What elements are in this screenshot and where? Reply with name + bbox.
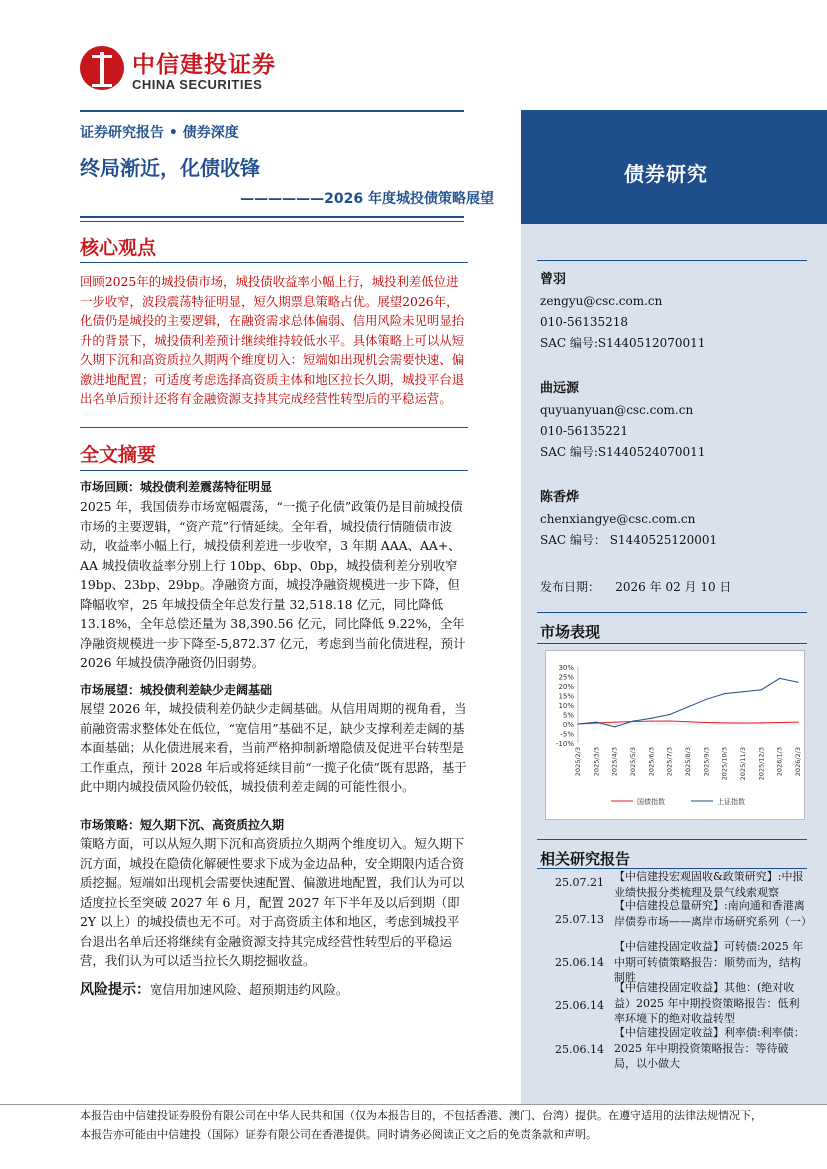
publish-date-label: 发布日期： [540, 580, 601, 594]
market-rule-top [537, 612, 807, 613]
chart-data-point [779, 722, 780, 723]
section-text-outlook: 展望 2026 年，城投债利差仍缺少走阔基础。从信用周期的视角看，当前融资需求整体处在低位，“宽信用”基础不足，缺少支撑利差走阔的基本面基础；从化债进展来看，当前严格抑制新增隐债及促进平台转型是工作重点，预计 2028 年后或将延续目前“一揽子化债”既有思路，基于此中期内城投债风险仍较低，城投债利差走阔的可能性很小。 [80, 701, 467, 794]
publish-date [540, 577, 731, 598]
core-heading: 核心观点 [80, 237, 157, 259]
category-label: 债券研究 [624, 162, 708, 186]
chart-data-point [742, 722, 743, 723]
page-title: 终局渐近，化债收锋 [80, 156, 260, 180]
core-rule [80, 262, 468, 263]
chart-x-tick-label: 2025/2/3 [574, 747, 582, 777]
chart-x-tick-label: 2025/3/3 [592, 747, 601, 777]
analyst-card [540, 486, 717, 551]
header-rule-bottom [80, 216, 464, 218]
section-text-strategy: 策略方面，可以从短久期下沉和高资质拉久期两个维度切入。短久期下沉方面，城投在隐债化解硬性要求下成为金边品种，安全期限内适合资质挖掘。短端如出现机会需要快速配置、偏激进地配置，我们认为可以适度拉长至突破 2027 年 6 月，配置 2027 年下半年及以后到期（即 2Y 以上）的城投债也无不可。对于高资质主体和地区，考虑到城投平台退出名单后还将继续有金融资源支持其完成经营性转型后的平稳运营，我们认为可以适当拉长久期挖掘收益。 [80, 836, 465, 968]
analyst-sac: SAC 编号： S1440525120001 [540, 533, 718, 547]
chart-y-tick-label: 30% [558, 664, 574, 672]
chart-x-tick-label: 2025/9/3 [702, 747, 711, 777]
related-report-link[interactable]: 【中信建投固定收益】利率债:利率债：2025 年中期投资策略报告：等待破局，以小做大 [614, 1026, 805, 1071]
chart-x-tick-label: 2026/2/3 [794, 747, 802, 777]
chart-data-point [797, 682, 798, 683]
chart-x-tick-label: 2025/8/3 [684, 747, 692, 777]
chart-data-point [651, 718, 652, 719]
related-report-link[interactable]: 【中信建投宏观固收&政策研究】:中报业绩快报分类梳理及景气线索观察 [614, 870, 804, 899]
market-chart-svg [546, 651, 806, 821]
chart-data-point [761, 689, 762, 690]
related-date: 25.07.21 [555, 876, 604, 889]
chart-y-tick-label: 10% [558, 702, 574, 710]
analyst-sac: SAC 编号:S1440524070011 [540, 445, 706, 459]
analyst-name: 曾羽 [540, 272, 567, 287]
chart-legend-label: 上证指数 [717, 798, 745, 806]
analyst-phone: 010-56135218 [540, 315, 629, 329]
section-title-outlook: 市场展望：城投债利差缺少走阔基础 [80, 683, 273, 697]
chart-data-point [779, 678, 780, 679]
chart-y-tick-label: 0% [562, 721, 574, 729]
risk-label: 风险提示： [80, 982, 150, 998]
analyst-email[interactable]: zengyu@csc.com.cn [540, 294, 663, 308]
related-date: 25.06.14 [555, 1043, 604, 1056]
chart-x-tick-label: 2025/11/3 [739, 747, 747, 781]
chart-data-point [724, 722, 725, 723]
chart-data-point [706, 722, 707, 723]
chart-y-tick-label: -5% [560, 730, 574, 739]
related-report-link[interactable]: 【中信建投总量研究】:南向通和香港离岸债券市场——离岸市场研究系列（一） [614, 899, 812, 928]
market-chart [545, 650, 805, 820]
analyst-name: 曲远源 [540, 381, 580, 396]
related-rule-top [537, 839, 807, 840]
footer-rule [0, 1104, 827, 1105]
core-text: 回顾2025年的城投债市场，城投债收益率小幅上行，城投利差低位进一步收窄，波段震荡特征明显，短久期票息策略占优。展望2026年，化债仍是城投的主要逻辑，在融资需求总体偏弱、信用风险未见明显抬升的背景下，城投债利差预计继续维持较低水平。具体策略上可以从短久期下沉和高资质拉久期两个维度切入：短端如出现机会需要快速、偏激进地配置；可适度考虑选择高资质主体和地区拉长久期，城投平台退出名单后预计还将有金融资源支持其完成经营性转型后的平稳运营。 [80, 274, 465, 406]
chart-data-point [577, 723, 578, 724]
chart-data-point [687, 721, 688, 722]
chart-data-point [724, 693, 725, 694]
category-band [521, 110, 827, 224]
related-heading: 相关研究报告 [540, 850, 631, 868]
analyst-email[interactable]: chenxiangye@csc.com.cn [540, 512, 696, 526]
related-report-link[interactable]: 【中信建投固定收益】可转债:2025 年中期可转债策略报告：顺势而为，结构制胜 [614, 940, 804, 985]
chart-data-point [742, 691, 743, 692]
chart-data-point [632, 721, 633, 722]
chart-x-tick-label: 2025/6/3 [647, 747, 656, 777]
chart-x-tick-label: 2026/1/3 [775, 747, 784, 777]
section-title-review: 市场回顾：城投债利差震荡特征明显 [80, 480, 273, 494]
header-rule-bottom-thin [80, 221, 464, 222]
disclaimer [80, 1106, 762, 1144]
chart-y-tick-label: 20% [558, 683, 574, 691]
analyst-card [540, 377, 705, 463]
section-title-strategy: 市场策略：短久期下沉、高资质拉久期 [80, 818, 285, 832]
chart-series-line [578, 678, 798, 726]
disclaimer-line: 本报告亦可能由中信建投（国际）证券有限公司在香港提供。同时请务必阅读正文之后的免责条款和声明。 [80, 1128, 597, 1141]
risk-note [80, 979, 348, 999]
chart-x-tick-label: 2025/12/3 [757, 747, 766, 781]
analyst-phone: 010-56135221 [540, 424, 629, 438]
analyst-email[interactable]: quyuanyuan@csc.com.cn [540, 403, 694, 417]
analyst-name: 陈香烨 [540, 490, 580, 505]
chart-data-point [706, 699, 707, 700]
chart-y-tick-label: -10% [555, 740, 574, 748]
page-subtitle: ——————2026 年度城投债策略展望 [240, 191, 494, 207]
report-type: 证券研究报告 • 债券深度 [80, 125, 239, 141]
disclaimer-line: 本报告由中信建投证券股份有限公司在中华人民共和国（仅为本报告目的，不包括香港、澳门、台湾）提供。在遵守适用的法律法规情况下， [80, 1109, 762, 1122]
chart-data-point [651, 721, 652, 722]
related-report-link[interactable]: 【中信建投固定收益】其他：(绝对收益）2025 年中期投资策略报告：低利率环境下的绝对收益转型 [614, 981, 800, 1026]
related-date: 25.06.14 [555, 999, 604, 1012]
chart-x-tick-label: 2025/4/3 [610, 747, 619, 777]
analyst-rule [537, 260, 807, 261]
chart-data-point [669, 720, 670, 721]
related-date: 25.06.14 [555, 956, 604, 969]
risk-text: 宽信用加速风险、超预期违约风险。 [150, 982, 349, 997]
company-logo-icon [80, 46, 124, 90]
chart-data-point [596, 722, 597, 723]
chart-y-tick-label: 5% [562, 711, 574, 720]
header-rule-top [80, 110, 464, 112]
analyst-card [540, 268, 705, 354]
chart-x-tick-label: 2025/10/3 [720, 747, 729, 781]
section-text-review: 2025 年，我国债券市场宽幅震荡，“一揽子化债”政策仍是目前城投债市场的主要逻辑，“资产荒”行情延续。全年看，城投债行情随债市波动，收益率小幅上行，城投债利差进一步收窄，3 年期 AAA、AA+、AA 城投债收益率分别上行 10bp、6bp、0bp，城投债利差分别收窄 19bp、23bp、29bp。净融资方面，城投净融资规模进一步下降，但降幅收窄，25 年城投债全年总发行量 32,518.18 亿元，同比降低 13.18%，全年总偿还量为 38,390.56 亿元，同比降低 9.22%，全年净融资规模进一步下降至-5,872.37 亿元，考虑到当前化债进程，预计 2026 年城投债净融资仍旧弱势。 [80, 499, 466, 670]
publish-date-value: 2026 年 02 月 10 日 [615, 580, 732, 594]
chart-legend-label: 国债指数 [637, 798, 665, 806]
chart-data-point [614, 726, 615, 727]
summary-heading: 全文摘要 [80, 444, 157, 466]
summary-rule [80, 470, 468, 471]
chart-data-point [687, 706, 688, 707]
chart-x-tick-label: 2025/7/3 [665, 747, 674, 777]
chart-data-point [614, 722, 615, 723]
chart-data-point [797, 722, 798, 723]
chart-y-tick-label: 15% [558, 692, 574, 701]
market-rule [537, 643, 807, 644]
chart-y-tick-label: 25% [558, 673, 574, 682]
chart-data-point [669, 714, 670, 715]
related-date: 25.07.13 [555, 913, 604, 926]
chart-data-point [761, 722, 762, 723]
analyst-sac: SAC 编号:S1440512070011 [540, 336, 706, 350]
market-heading: 市场表现 [540, 623, 601, 641]
summary-rule-top [80, 427, 468, 428]
chart-x-tick-label: 2025/5/3 [629, 747, 637, 777]
logo-text-cn: 中信建投证券 [132, 52, 276, 78]
logo-text-en: CHINA SECURITIES [132, 77, 263, 92]
